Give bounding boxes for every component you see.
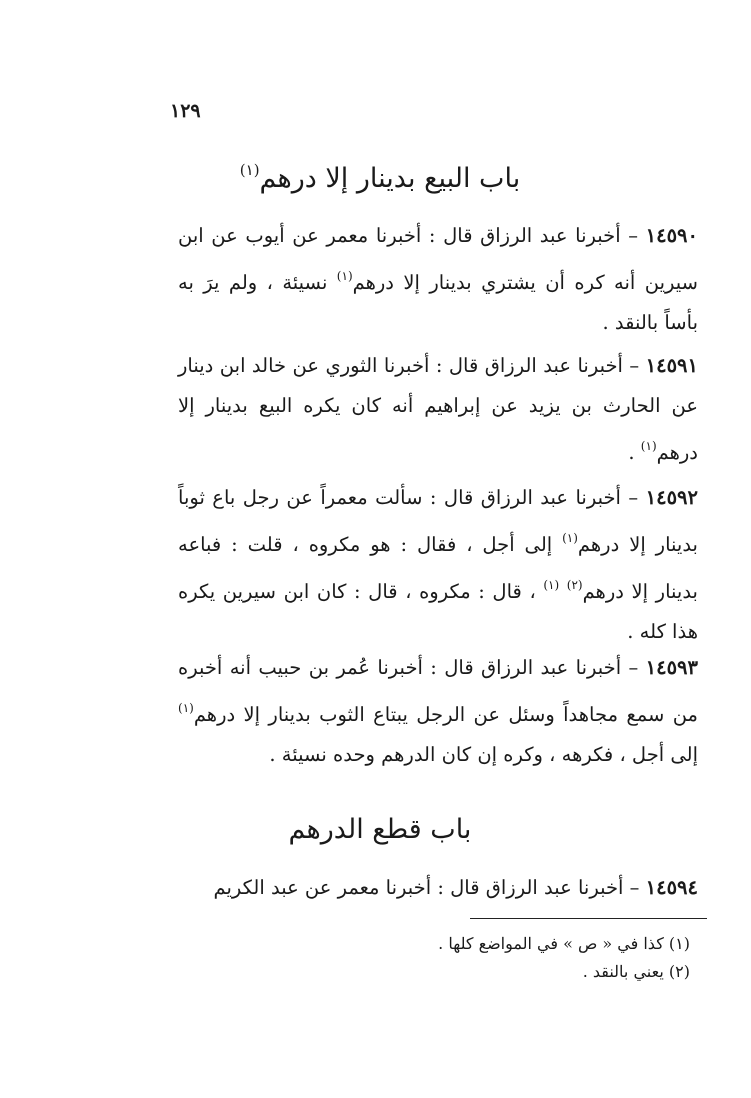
hadith-text: نسيئة ، ولم يرَ به بأساً بالنقد . [178,271,698,334]
footnote-2 [300,958,690,986]
footnote-ref: (١) [178,701,194,715]
footnote-ref: (١) [543,578,560,592]
hadith-14594 [178,868,698,908]
section-heading-cutting-dirham [140,810,620,850]
footnote-1 [300,930,690,958]
hadith-text: ، قال : مكروه ، قال : كان ابن سيرين يكره هذا كله . [178,580,698,643]
hadith-text: – أخبرنا عبد الرزاق قال : أخبرنا الثوري عن خالد ابن دينار عن الحارث بن يزيد عن إبراهيم أنه كان يكره البيع بدينار إلا درهم [178,354,698,464]
hadith-number: ١٤٥٩٣ [645,656,699,679]
footnote-text: يعني بالنقد . [582,962,664,981]
hadith-number: ١٤٥٩٢ [645,486,698,509]
hadith-text: إلى أجل ، فكرهه ، وكره إن كان الدرهم وحده نسيئة . [269,743,698,766]
hadith-text: – أخبرنا عبد الرزاق قال : أخبرنا عُمر بن حبيب أنه أخبره من سمع مجاهداً وسئل عن الرجل يبتاع الثوب بدينار إلا درهم [178,656,698,726]
footnotes [300,930,690,986]
footnote-ref: (١) [562,531,578,545]
footnote-ref: (٢) [566,578,583,592]
hadith-text: إلى أجل ، فقال : هو مكروه ، قلت : فباعه بدينار إلا درهم [178,533,698,603]
footnote-marker: (٢) [668,962,690,981]
footnote-ref: (١) [640,439,657,453]
page-number: ١٢٩ [170,100,201,122]
footnote-marker: (١) [668,934,690,953]
heading-text: باب البيع بدينار إلا درهم [259,163,521,194]
footnote-ref: (١) [336,269,353,283]
hadith-number: ١٤٥٩٠ [645,224,698,247]
hadith-14592 [178,478,698,652]
heading-footnote-ref: (١) [239,161,260,179]
hadith-text: – أخبرنا عبد الرزاق قال : سألت معمراً عن رجل باع ثوباً بدينار إلا درهم [178,486,698,556]
hadith-number: ١٤٥٩٤ [645,876,698,899]
hadith-14590 [178,216,698,343]
hadith-number: ١٤٥٩١ [645,354,698,377]
hadith-text [559,580,567,603]
footnote-text: كذا في « ص » في المواضع كلها . [438,934,664,953]
footnote-separator [470,918,707,919]
hadith-text: . [628,441,641,464]
hadith-text: – أخبرنا عبد الرزاق قال : أخبرنا معمر عن أيوب عن ابن سيرين أنه كره أن يشتري بدينار إلا درهم [178,224,698,294]
heading-text: باب قطع الدرهم [288,814,472,845]
hadith-text: – أخبرنا عبد الرزاق قال : أخبرنا معمر عن عبد الكريم [213,876,640,899]
hadith-14591 [178,346,698,473]
section-heading-sale-dinar-minus-dirham [140,150,620,199]
hadith-14593 [178,648,698,775]
